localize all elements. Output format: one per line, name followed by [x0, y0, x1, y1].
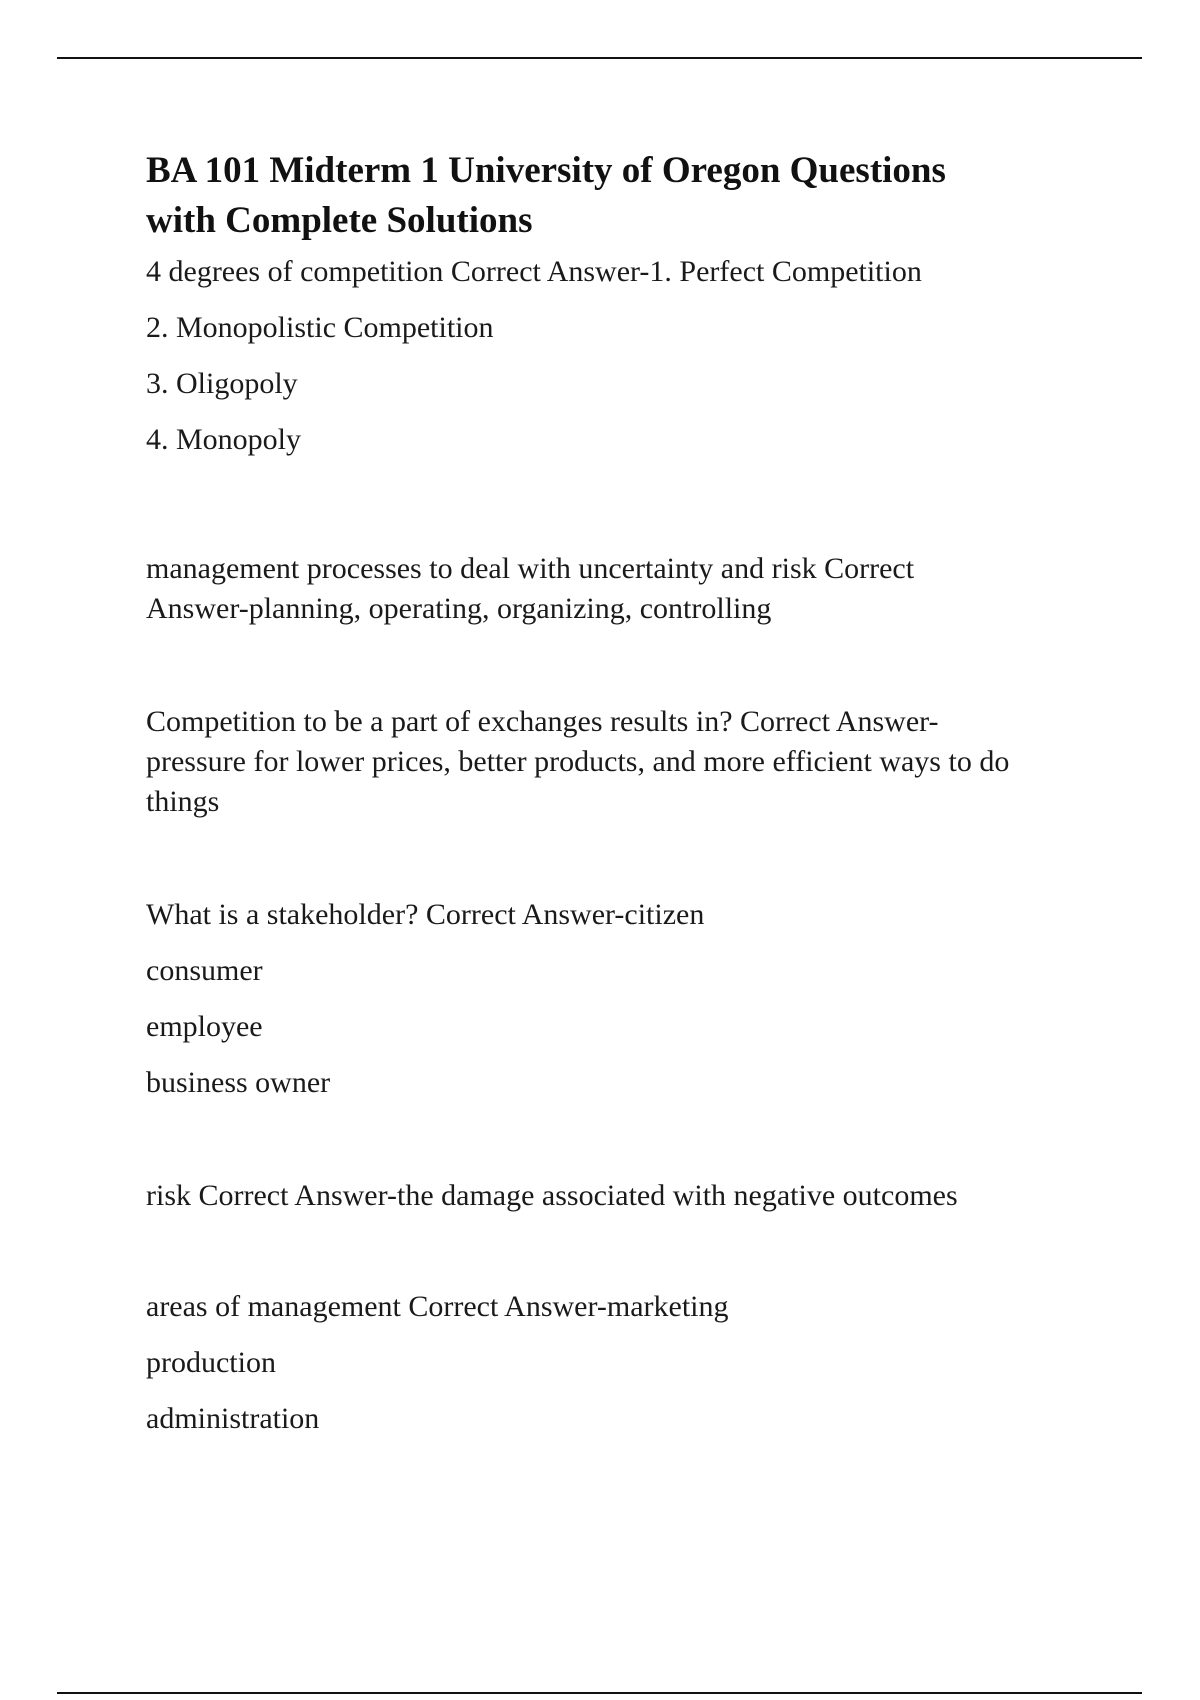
qa-item-areas-of-management	[146, 1287, 1106, 1439]
qa-line: risk Correct Answer-the damage associated with negative outcomes	[146, 1179, 958, 1212]
qa-line: 4 degrees of competition Correct Answer-1. Perfect Competition	[146, 255, 922, 288]
qa-line: 3. Oligopoly	[146, 367, 298, 400]
qa-item-risk	[146, 1176, 1106, 1216]
qa-item-competition-degrees	[146, 252, 1106, 460]
qa-line: What is a stakeholder? Correct Answer-citizen	[146, 898, 705, 931]
qa-line: Answer-planning, operating, organizing, controlling	[146, 592, 772, 625]
document-title	[146, 146, 1106, 246]
qa-line: areas of management Correct Answer-marketing	[146, 1290, 729, 1323]
document-body	[146, 146, 1106, 1455]
qa-line: 2. Monopolistic Competition	[146, 311, 494, 344]
qa-line: business owner	[146, 1066, 331, 1099]
qa-line: Competition to be a part of exchanges results in? Correct Answer-	[146, 705, 939, 738]
qa-line: employee	[146, 1010, 263, 1043]
qa-item-competition-exchanges	[146, 702, 1106, 822]
title-line-2: with Complete Solutions	[146, 200, 533, 241]
bottom-rule	[57, 1692, 1142, 1694]
qa-line: consumer	[146, 954, 263, 987]
qa-line: 4. Monopoly	[146, 423, 302, 456]
qa-item-management-processes	[146, 549, 1106, 629]
qa-item-stakeholder	[146, 895, 1106, 1103]
title-line-1: BA 101 Midterm 1 University of Oregon Questions	[146, 150, 946, 191]
qa-line: pressure for lower prices, better products, and more efficient ways to do	[146, 745, 1010, 778]
top-rule	[57, 57, 1142, 59]
qa-line: production	[146, 1346, 276, 1379]
qa-line: administration	[146, 1402, 320, 1435]
qa-line: things	[146, 785, 220, 818]
qa-line: management processes to deal with uncertainty and risk Correct	[146, 552, 915, 585]
